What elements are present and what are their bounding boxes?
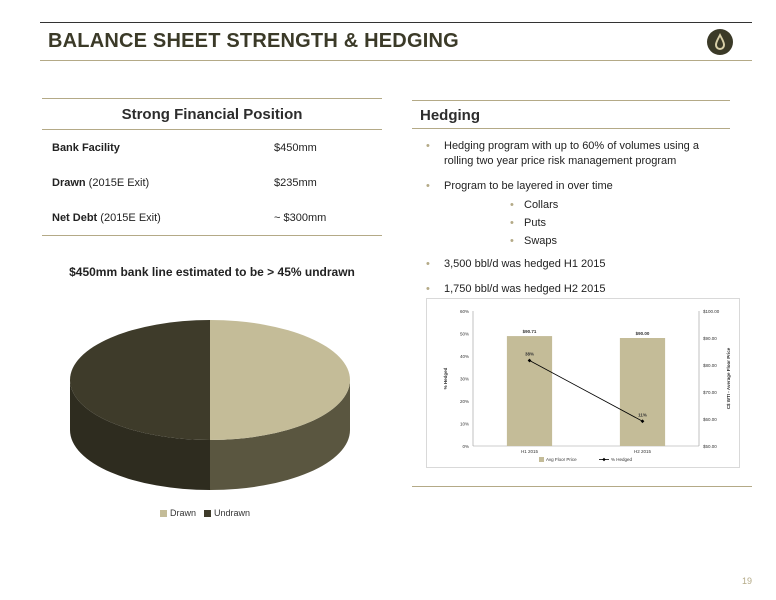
chart-bottom-rule (412, 486, 752, 487)
hedging-bullet: • Hedging program with up to 60% of volumes using a rolling two year price risk management program (426, 139, 730, 169)
top-rule (40, 22, 752, 23)
hedging-bullets (412, 129, 730, 194)
hedging-sub-bullets (412, 198, 730, 249)
drawn-undrawn-pie-chart (60, 320, 360, 500)
y-tick-label: 10% (459, 421, 469, 427)
financial-row-value: $235mm (274, 176, 317, 189)
y-tick-label: 20% (459, 399, 469, 404)
hedging-bullet: • 1,750 bbl/d was hedged H2 2015 (426, 282, 730, 297)
hedging-panel (412, 100, 730, 307)
y2-axis-label: C$ WTI - Average Floor Price (726, 347, 731, 410)
line-data-label: 11% (638, 412, 647, 418)
page-title: BALANCE SHEET STRENGTH & HEDGING (48, 30, 459, 52)
legend-swatch-avg-floor-price (539, 457, 544, 462)
financial-row (42, 130, 382, 165)
legend-marker (602, 458, 605, 461)
financial-position-title: Strong Financial Position (121, 106, 303, 123)
panel-bottom-rule (42, 235, 382, 236)
financial-row-label: Net Debt (2015E Exit) (52, 211, 161, 224)
y-tick-label: 40% (459, 354, 469, 359)
line-data-label: 38% (524, 351, 535, 357)
pie-caption: $450mm bank line estimated to be > 45% undrawn (69, 265, 355, 279)
y2-tick-label: $70.00 (703, 390, 717, 395)
bar-data-label: $90.00 (635, 331, 650, 336)
title-rule (40, 60, 752, 61)
financial-position-panel (42, 98, 382, 236)
pie-legend (160, 508, 250, 518)
legend-item-drawn: Drawn (160, 508, 196, 518)
legend-swatch (160, 510, 167, 517)
y2-tick-label: $80.00 (703, 363, 717, 368)
hedging-sub-bullet: • Puts (510, 216, 730, 231)
y-tick-label: 30% (459, 376, 469, 382)
x-tick-label: H2 2015 (633, 449, 652, 454)
hedging-bullet: • 3,500 bbl/d was hedged H1 2015 (426, 257, 730, 272)
financial-row-label: Bank Facility (52, 141, 120, 154)
hedging-sub-bullet: • Swaps (510, 234, 730, 249)
bar-data-label: $90.71 (522, 329, 537, 335)
hedging-chart (426, 298, 740, 468)
y2-tick-label: $90.00 (703, 336, 717, 341)
page-number: 19 (742, 576, 753, 586)
legend-swatch (204, 510, 211, 517)
financial-row-value: $450mm (274, 141, 317, 154)
hedging-bullets-volumes (412, 257, 730, 297)
y2-tick-label: $60.00 (703, 417, 717, 422)
legend-label: % Hedged (611, 457, 633, 462)
y-tick-label: 60% (459, 309, 469, 314)
hedging-title: Hedging (420, 107, 480, 124)
y2-tick-label: $50.00 (703, 444, 717, 449)
legend-item-undrawn: Undrawn (204, 508, 250, 518)
financial-row-label: Drawn (2015E Exit) (52, 176, 150, 189)
bar-avg-floor-price (620, 338, 665, 446)
hedging-sub-bullet: • Collars (510, 198, 730, 213)
x-tick-label: H1 2015 (520, 449, 539, 454)
financial-row (42, 200, 382, 235)
financial-row-value: ~ $300mm (274, 211, 327, 224)
y2-tick-label: $100.00 (703, 309, 720, 314)
oil-drop-logo-icon (706, 28, 734, 56)
y-tick-label: 50% (459, 331, 469, 337)
legend-label: Avg Floor Price (546, 457, 577, 462)
financial-row (42, 165, 382, 200)
hedging-chart-svg (427, 299, 741, 469)
y-axis-label: % Hedged (443, 367, 448, 390)
y-tick-label: 0% (462, 444, 469, 449)
hedging-bullet: • Program to be layered in over time (426, 179, 730, 194)
